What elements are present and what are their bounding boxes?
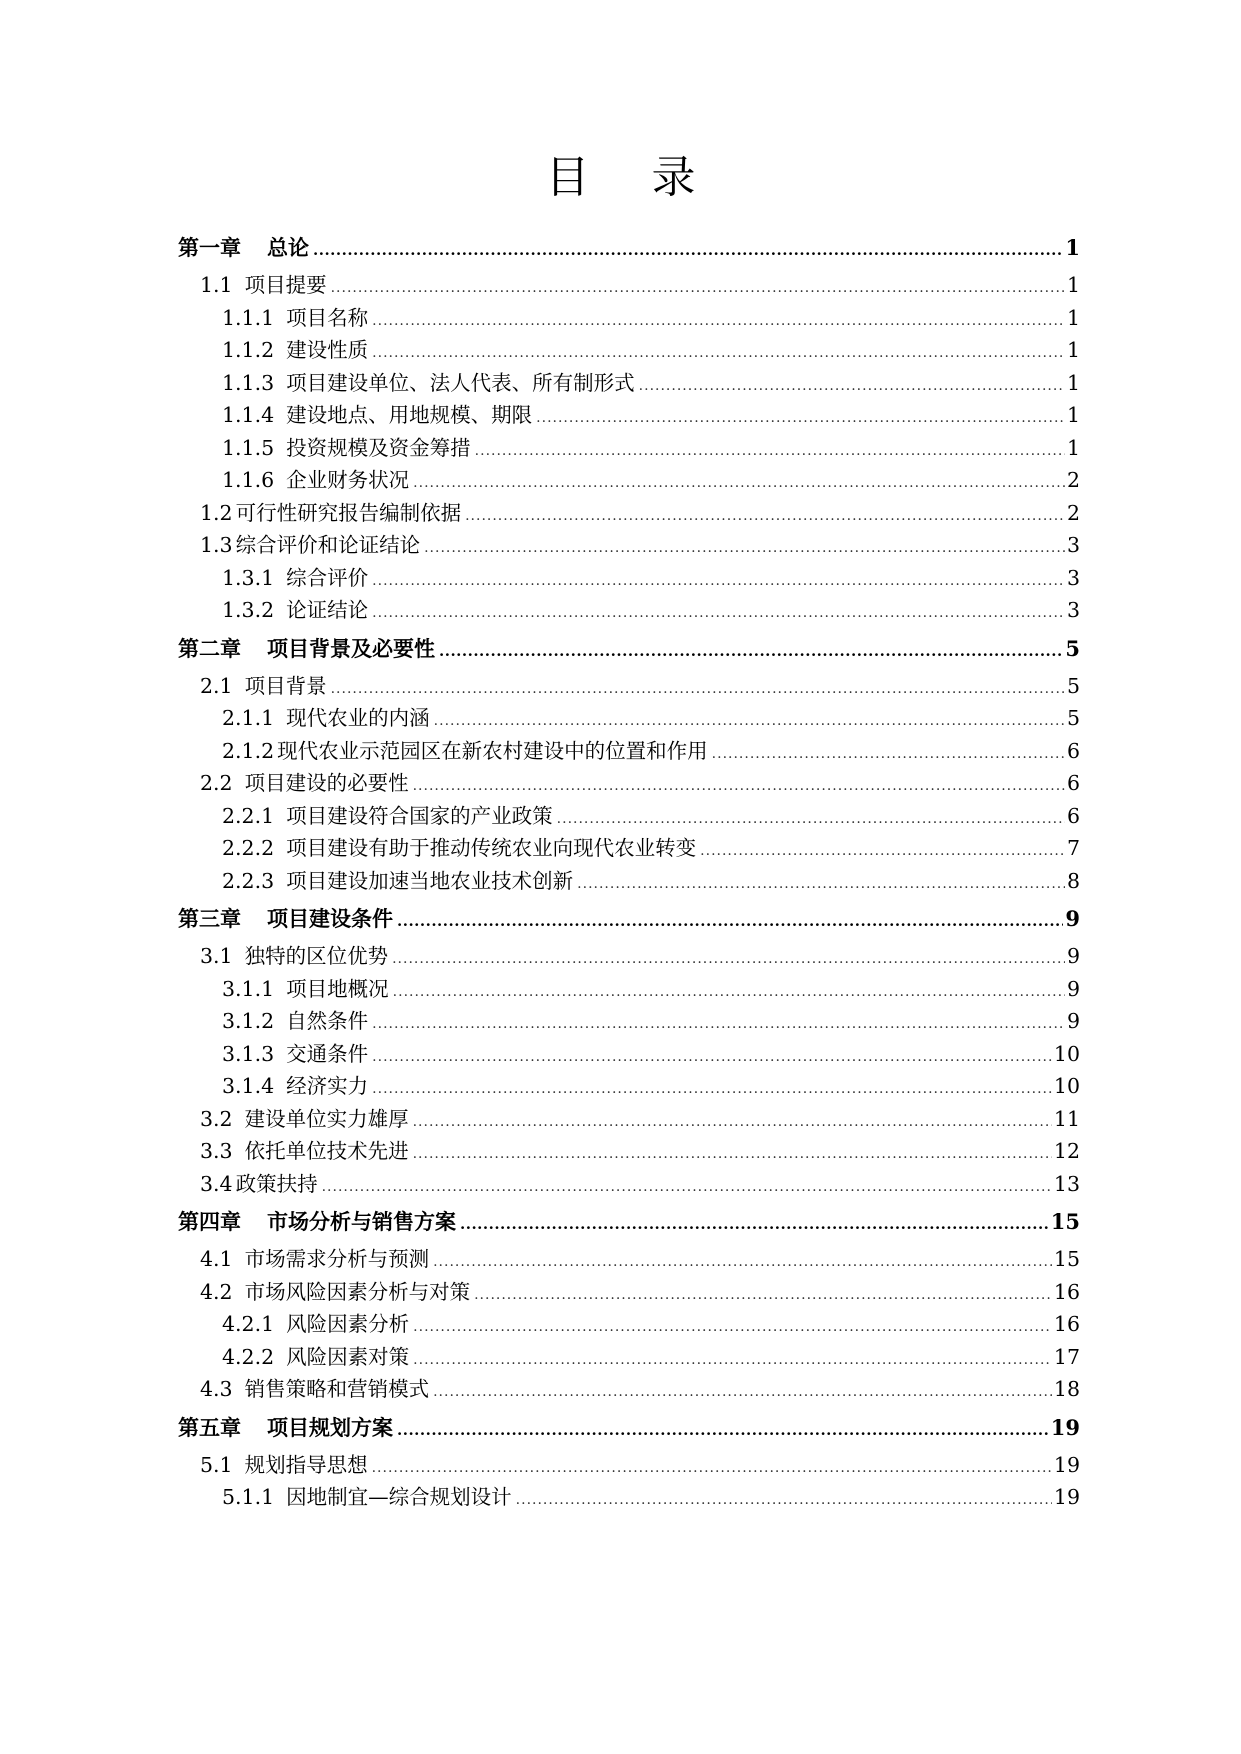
toc-dot-leader [413,770,1065,803]
toc-dot-leader [372,1008,1065,1041]
title-char: 录 [651,152,696,203]
toc-entry-number: 4.2 [200,1279,233,1304]
toc-entry[interactable] [178,702,1080,735]
toc-page-number: 10 [1053,1041,1080,1066]
toc-page-number: 9 [1065,906,1080,931]
toc-page-number: 1 [1066,403,1080,427]
toc-entry-number: 第四章 [178,1209,241,1234]
toc-entry-number: 2.2 [200,771,233,795]
toc-entry[interactable] [178,432,1080,465]
toc-dot-leader [433,1376,1052,1409]
toc-page-number: 19 [1053,1485,1080,1509]
toc-entry-number: 1.1.2 [222,338,275,362]
toc-entry[interactable] [178,1243,1080,1276]
toc-entry[interactable] [178,973,1080,1006]
toc-entry-number: 1.1.3 [222,370,275,395]
toc-entry-number: 第五章 [178,1414,241,1440]
toc-entry-number: 1.1.1 [222,305,275,330]
toc-dot-leader [516,1484,1052,1517]
toc-chapter-entry[interactable] [178,1406,1080,1449]
toc-entry-number: 2.2.3 [222,868,275,893]
toc-dot-leader [413,1106,1052,1139]
toc-dot-leader [433,1246,1052,1279]
toc-dot-leader [413,1311,1052,1344]
toc-entry-title: 项目名称 [286,305,369,330]
toc-entry[interactable] [178,562,1080,595]
toc-page-number: 13 [1053,1171,1080,1196]
toc-page-number: 6 [1066,803,1080,828]
toc-entry-number: 4.1 [200,1247,233,1271]
toc-page-number: 15 [1050,1209,1080,1234]
toc-entry[interactable] [178,334,1080,367]
toc-page-number: 1 [1065,235,1080,260]
toc-page-number: 6 [1066,771,1080,795]
toc-entry[interactable] [178,1308,1080,1341]
toc-entry[interactable] [178,594,1080,627]
toc-dot-leader [331,673,1065,706]
toc-chapter-entry[interactable] [178,897,1080,940]
toc-entry-title: 政策扶持 [235,1171,318,1196]
toc-entry[interactable] [178,464,1080,497]
toc-dot-leader [465,500,1065,533]
toc-page-number: 5 [1066,706,1080,730]
toc-entry-title: 项目背景 [244,673,327,698]
toc-entry-title: 交通条件 [286,1041,369,1066]
toc-entry-title: 依托单位技术先进 [244,1139,409,1163]
toc-dot-leader [577,868,1065,901]
toc-page-number: 18 [1053,1377,1080,1401]
toc-dot-leader [475,435,1065,468]
toc-entry[interactable] [178,670,1080,703]
toc-entry-title: 市场风险因素分析与对策 [244,1279,471,1304]
toc-entry-number: 4.3 [200,1377,233,1401]
toc-page-number: 16 [1053,1312,1080,1336]
toc-page-number: 17 [1053,1344,1080,1369]
toc-page-number: 8 [1066,868,1080,893]
toc-entry-title: 项目建设单位、法人代表、所有制形式 [286,370,635,395]
toc-dot-leader [372,1073,1052,1106]
toc-entry-title: 市场需求分析与预测 [244,1247,430,1271]
toc-page-number: 3 [1066,598,1080,622]
toc-dot-leader [639,370,1065,403]
toc-page-number: 1 [1066,305,1080,330]
toc-entry-title: 项目提要 [244,273,327,297]
toc-page-number: 16 [1053,1279,1080,1304]
toc-page-number: 12 [1053,1139,1080,1163]
toc-entry[interactable] [178,1038,1080,1071]
toc-dot-leader [474,1279,1052,1312]
toc-entry-number: 4.2.2 [222,1344,275,1369]
toc-dot-leader [434,705,1065,738]
toc-entry[interactable] [178,269,1080,302]
toc-entry-number: 2.1 [200,673,233,698]
table-of-contents [178,226,1080,1514]
toc-entry-number: 2.1.2 [222,738,275,763]
toc-entry[interactable] [178,302,1080,335]
toc-dot-leader [392,943,1065,976]
toc-entry-title: 项目规划方案 [267,1414,393,1440]
toc-entry[interactable] [178,1005,1080,1038]
toc-entry-title: 总论 [267,235,309,260]
toc-entry[interactable] [178,367,1080,400]
toc-entry-number: 5.1 [200,1452,233,1477]
toc-entry-number: 1.1.6 [222,468,275,492]
toc-entry-title: 自然条件 [286,1009,369,1033]
toc-entry-title: 规划指导思想 [244,1452,368,1477]
toc-entry-title: 经济实力 [286,1074,369,1098]
toc-entry-title: 论证结论 [286,598,369,622]
toc-entry-title: 企业财务状况 [286,468,410,492]
toc-dot-leader [536,402,1065,435]
toc-entry[interactable] [178,832,1080,865]
toc-chapter-entry[interactable] [178,1200,1080,1243]
toc-dot-leader [460,1203,1049,1246]
toc-page-number: 2 [1066,468,1080,492]
toc-page-number: 3 [1066,533,1080,557]
toc-entry-title: 项目建设的必要性 [244,771,409,795]
toc-page-number: 1 [1066,338,1080,362]
toc-entry-title: 综合评价和论证结论 [235,533,421,557]
toc-entry-number: 1.2 [200,500,233,525]
toc-dot-leader [372,305,1065,338]
toc-entry-number: 5.1.1 [222,1485,275,1509]
toc-dot-leader [700,835,1065,868]
toc-entry-number: 2.2.2 [222,836,275,860]
toc-entry[interactable] [178,1103,1080,1136]
toc-page-number: 2 [1066,500,1080,525]
toc-entry-title: 风险因素分析 [286,1312,410,1336]
toc-entry-number: 3.2 [200,1106,233,1131]
toc-entry[interactable] [178,1070,1080,1103]
toc-dot-leader [397,900,1063,943]
toc-page-number: 1 [1066,370,1080,395]
toc-entry-title: 项目建设条件 [267,906,393,931]
toc-entry-title: 独特的区位优势 [244,944,389,968]
toc-entry-number: 3.1.1 [222,976,275,1001]
toc-entry-number: 1.3 [200,533,233,557]
toc-page-number: 5 [1065,635,1080,661]
toc-entry[interactable] [178,399,1080,432]
page-title [0,148,1241,208]
toc-entry[interactable] [178,1449,1080,1482]
toc-entry-title: 建设地点、用地规模、期限 [286,403,533,427]
toc-page-number: 6 [1066,738,1080,763]
toc-dot-leader [331,272,1065,305]
toc-page-number: 7 [1066,836,1080,860]
toc-entry-title: 项目建设有助于推动传统农业向现代农业转变 [286,836,697,860]
toc-entry[interactable] [178,1168,1080,1201]
toc-entry[interactable] [178,800,1080,833]
toc-entry-number: 3.1.2 [222,1009,275,1033]
toc-entry-title: 因地制宜—综合规划设计 [286,1485,512,1509]
toc-dot-leader [712,738,1065,771]
toc-entry[interactable] [178,1373,1080,1406]
toc-entry-title: 项目地概况 [286,976,389,1001]
toc-page-number: 10 [1053,1074,1080,1098]
toc-entry-number: 第一章 [178,235,241,260]
toc-page-number: 19 [1053,1452,1080,1477]
toc-entry-title: 项目背景及必要性 [267,635,435,661]
toc-page-number: 1 [1066,273,1080,297]
toc-dot-leader [397,1409,1049,1452]
toc-dot-leader [413,1344,1052,1377]
toc-entry[interactable] [178,529,1080,562]
toc-entry-number: 3.4 [200,1171,233,1196]
toc-dot-leader [372,597,1065,630]
toc-dot-leader [372,1041,1052,1074]
toc-entry-number: 1.3.2 [222,598,275,622]
toc-dot-leader [424,532,1065,565]
toc-dot-leader [322,1171,1052,1204]
toc-entry[interactable] [178,735,1080,768]
toc-entry-title: 建设性质 [286,338,369,362]
toc-entry-number: 3.1.4 [222,1074,275,1098]
title-char: 目 [545,152,590,203]
toc-entry-number: 1.3.1 [222,565,275,590]
toc-page-number: 11 [1053,1106,1080,1131]
toc-dot-leader [393,976,1065,1009]
toc-page-number: 3 [1066,565,1080,590]
toc-entry-number: 3.3 [200,1139,233,1163]
toc-chapter-entry[interactable] [178,226,1080,269]
toc-entry-title: 综合评价 [286,565,369,590]
toc-entry-number: 1.1.5 [222,435,275,460]
toc-dot-leader [372,565,1065,598]
toc-entry-title: 投资规模及资金筹措 [286,435,471,460]
toc-dot-leader [372,1452,1052,1485]
toc-entry-number: 1.1 [200,273,233,297]
toc-entry-number: 第二章 [178,635,241,661]
toc-page-number: 9 [1066,1009,1080,1033]
toc-entry-number: 1.1.4 [222,403,275,427]
toc-entry[interactable] [178,1341,1080,1374]
toc-entry-title: 现代农业的内涵 [286,706,430,730]
toc-entry[interactable] [178,865,1080,898]
toc-entry-number: 2.1.1 [222,706,275,730]
toc-page-number: 1 [1066,435,1080,460]
toc-entry-number: 3.1 [200,944,233,968]
toc-page-number: 9 [1066,976,1080,1001]
toc-entry-number: 2.2.1 [222,803,275,828]
toc-entry-title: 可行性研究报告编制依据 [235,500,462,525]
toc-entry[interactable] [178,1481,1080,1514]
toc-chapter-entry[interactable] [178,627,1080,670]
toc-dot-leader [413,1138,1052,1171]
toc-page-number: 9 [1066,944,1080,968]
toc-dot-leader [413,467,1065,500]
toc-entry-number: 4.2.1 [222,1312,275,1336]
toc-dot-leader [372,337,1065,370]
toc-page-number: 15 [1053,1247,1080,1271]
toc-entry[interactable] [178,1276,1080,1309]
toc-entry-title: 建设单位实力雄厚 [244,1106,409,1131]
toc-entry[interactable] [178,767,1080,800]
toc-entry[interactable] [178,940,1080,973]
toc-dot-leader [439,630,1063,673]
toc-entry-title: 销售策略和营销模式 [244,1377,430,1401]
toc-entry-title: 风险因素对策 [286,1344,410,1369]
toc-dot-leader [557,803,1065,836]
toc-page-number: 19 [1050,1414,1080,1440]
toc-entry[interactable] [178,1135,1080,1168]
toc-entry-title: 项目建设加速当地农业技术创新 [286,868,574,893]
toc-entry-number: 第三章 [178,906,241,931]
toc-dot-leader [313,229,1063,272]
toc-entry-number: 3.1.3 [222,1041,275,1066]
toc-entry[interactable] [178,497,1080,530]
toc-entry-title: 现代农业示范园区在新农村建设中的位置和作用 [277,738,708,763]
toc-entry-title: 市场分析与销售方案 [267,1209,456,1234]
toc-entry-title: 项目建设符合国家的产业政策 [286,803,553,828]
toc-page-number: 5 [1066,673,1080,698]
